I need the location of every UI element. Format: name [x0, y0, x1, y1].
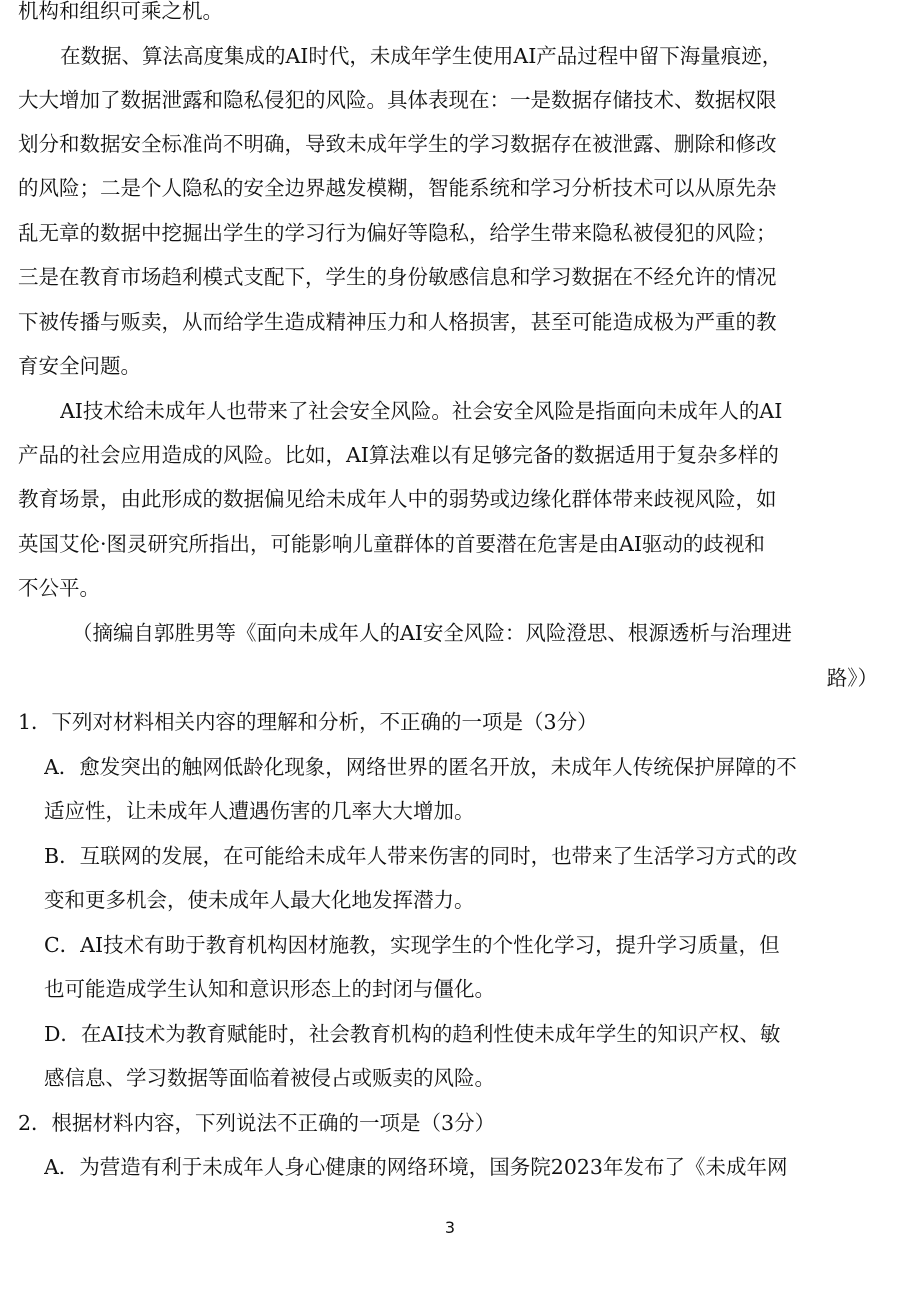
source-citation-cont: 路》）: [826, 666, 878, 690]
paragraph-line: 育安全问题。: [18, 354, 141, 378]
paragraph-line: 的风险；二是个人隐私的安全边界越发模糊，智能系统和学习分析技术可以从原先杂: [18, 176, 777, 200]
paragraph-line: 英国艾伦·图灵研究所指出，可能影响儿童群体的首要潜在危害是由AI驱动的歧视和: [18, 532, 765, 556]
paragraph-line: 乱无章的数据中挖掘出学生的学习行为偏好等隐私，给学生带来隐私被侵犯的风险；: [18, 221, 777, 245]
paragraph-line: 不公平。: [18, 576, 100, 600]
paragraph-line: 三是在教育市场趋利模式支配下，学生的身份敏感信息和学习数据在不经允许的情况: [18, 265, 777, 289]
question-1-option-b: B．互联网的发展，在可能给未成年人带来伤害的同时，也带来了生活学习方式的改: [44, 844, 798, 868]
question-1-option-d: D．在AI技术为教育赋能时，社会教育机构的趋利性使未成年学生的知识产权、敏: [44, 1022, 781, 1046]
question-1-option-b-cont: 变和更多机会，使未成年人最大化地发挥潜力。: [44, 888, 475, 912]
question-2-stem: 2．根据材料内容，下列说法不正确的一项是（3分）: [18, 1111, 496, 1135]
paragraph-line: 划分和数据安全标准尚不明确，导致未成年学生的学习数据存在被泄露、删除和修改: [18, 132, 777, 156]
question-2-option-a: A．为营造有利于未成年人身心健康的网络环境，国务院2023年发布了《未成年网: [44, 1155, 788, 1179]
paragraph-line: 在数据、算法高度集成的AI时代，未成年学生使用AI产品过程中留下海量痕迹，: [60, 44, 783, 68]
question-1-option-c: C．AI技术有助于教育机构因材施教，实现学生的个性化学习，提升学习质量，但: [44, 933, 780, 957]
source-citation: （摘编自郭胜男等《面向未成年人的AI安全风险：风险澄思、根源透析与治理进: [72, 621, 792, 645]
paragraph-line: 大大增加了数据泄露和隐私侵犯的风险。具体表现在：一是数据存储技术、数据权限: [18, 88, 777, 112]
paragraph-line: 机构和组织可乘之机。: [18, 0, 223, 23]
question-1-option-c-cont: 也可能造成学生认知和意识形态上的封闭与僵化。: [44, 977, 495, 1001]
question-1-stem: 1．下列对材料相关内容的理解和分析，不正确的一项是（3分）: [18, 710, 598, 734]
paragraph-line: 教育场景，由此形成的数据偏见给未成年人中的弱势或边缘化群体带来歧视风险，如: [18, 487, 777, 511]
paragraph-line: 产品的社会应用造成的风险。比如，AI算法难以有足够完备的数据适用于复杂多样的: [18, 443, 779, 467]
page-number: 3: [444, 1218, 456, 1237]
question-1-option-a-cont: 适应性，让未成年人遭遇伤害的几率大大增加。: [44, 799, 475, 823]
paragraph-line: AI技术给未成年人也带来了社会安全风险。社会安全风险是指面向未成年人的AI: [60, 399, 783, 423]
question-1-option-a: A．愈发突出的触网低龄化现象，网络世界的匿名开放，未成年人传统保护屏障的不: [44, 755, 797, 779]
question-1-option-d-cont: 感信息、学习数据等面临着被侵占或贩卖的风险。: [44, 1066, 495, 1090]
paragraph-line: 下被传播与贩卖，从而给学生造成精神压力和人格损害，甚至可能造成极为严重的教: [18, 310, 777, 334]
